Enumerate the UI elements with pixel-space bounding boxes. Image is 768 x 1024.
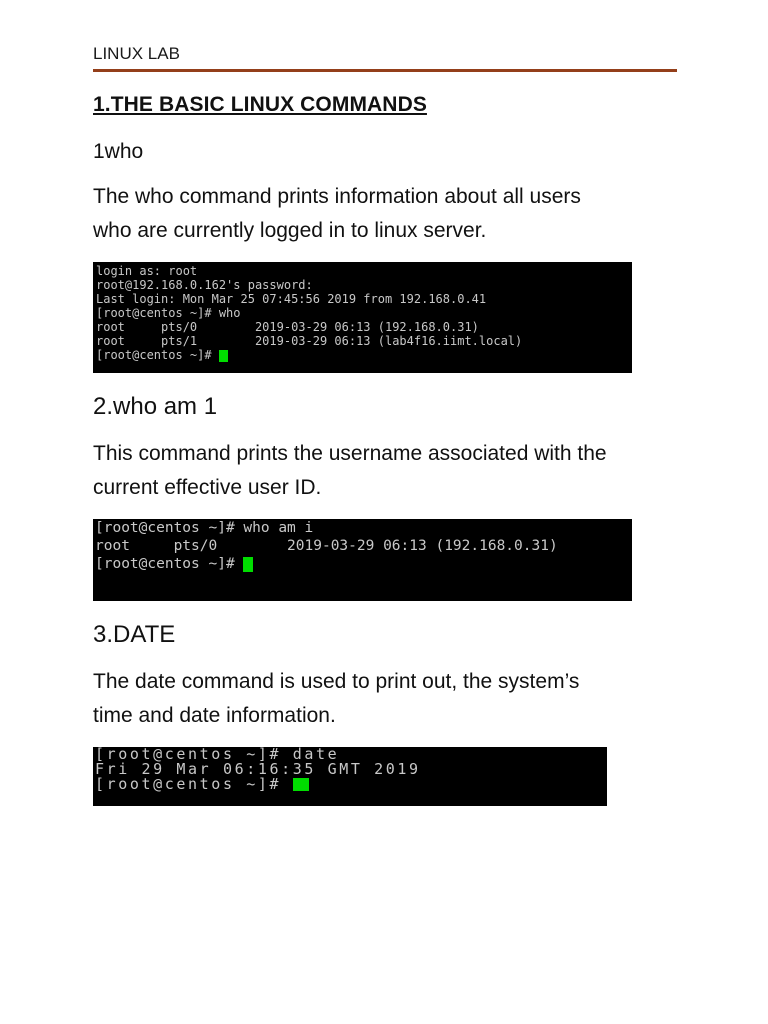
terminal-line: [root@centos ~]# who xyxy=(96,306,241,320)
terminal-line: root pts/0 2019-03-29 06:13 (192.168.0.31) xyxy=(95,538,558,554)
terminal-line: root pts/0 2019-03-29 06:13 (192.168.0.31) xyxy=(96,320,479,334)
terminal-prompt-line xyxy=(96,348,632,362)
terminal-line: root pts/1 2019-03-29 06:13 (lab4f16.iimt.local) xyxy=(96,334,523,348)
terminal-line: Fri 29 Mar 06:16:35 GMT 2019 xyxy=(95,760,421,778)
paragraph-line: time and date information. xyxy=(93,704,336,727)
paragraph-line: The date command is used to print out, the system’s xyxy=(93,670,580,693)
terminal-line: root@192.168.0.162's password: xyxy=(96,278,313,292)
terminal-cursor xyxy=(219,350,228,362)
paragraph-line: current effective user ID. xyxy=(93,476,322,499)
terminal-line: Last login: Mon Mar 25 07:45:56 2019 from 192.168.0.41 xyxy=(96,292,487,306)
terminal-prompt: [root@centos ~]# xyxy=(96,348,219,362)
paragraph-line: The who command prints information about all users xyxy=(93,185,581,208)
terminal-line: login as: root xyxy=(96,264,198,278)
terminal-cursor xyxy=(293,778,309,791)
terminal-screenshot-who-am-i xyxy=(93,519,632,601)
section-paragraph-date xyxy=(93,665,693,733)
terminal-prompt-line xyxy=(95,777,607,792)
terminal-prompt: [root@centos ~]# xyxy=(95,556,244,572)
terminal-screenshot-who xyxy=(93,262,632,373)
terminal-cursor xyxy=(243,557,253,572)
section-paragraph-who-am-i xyxy=(93,437,693,505)
terminal-prompt-line xyxy=(95,555,632,573)
paragraph-line: who are currently logged in to linux server. xyxy=(93,219,487,242)
terminal-screenshot-date xyxy=(93,747,607,806)
terminal-prompt: [root@centos ~]# xyxy=(95,775,293,793)
terminal-line: [root@centos ~]# who am i xyxy=(95,520,314,536)
page-header: LINUX LAB xyxy=(93,44,180,63)
section-heading-who-am-i: 2.who am 1 xyxy=(93,393,218,420)
section-paragraph-who xyxy=(93,180,693,248)
header-rule xyxy=(93,69,677,72)
section-heading-date: 3.DATE xyxy=(93,621,176,648)
document-title: 1.THE BASIC LINUX COMMANDS xyxy=(93,93,427,116)
terminal-line: [root@centos ~]# date xyxy=(95,747,340,763)
paragraph-line: This command prints the username associated with the xyxy=(93,442,607,465)
section-heading-who: 1who xyxy=(93,140,144,163)
